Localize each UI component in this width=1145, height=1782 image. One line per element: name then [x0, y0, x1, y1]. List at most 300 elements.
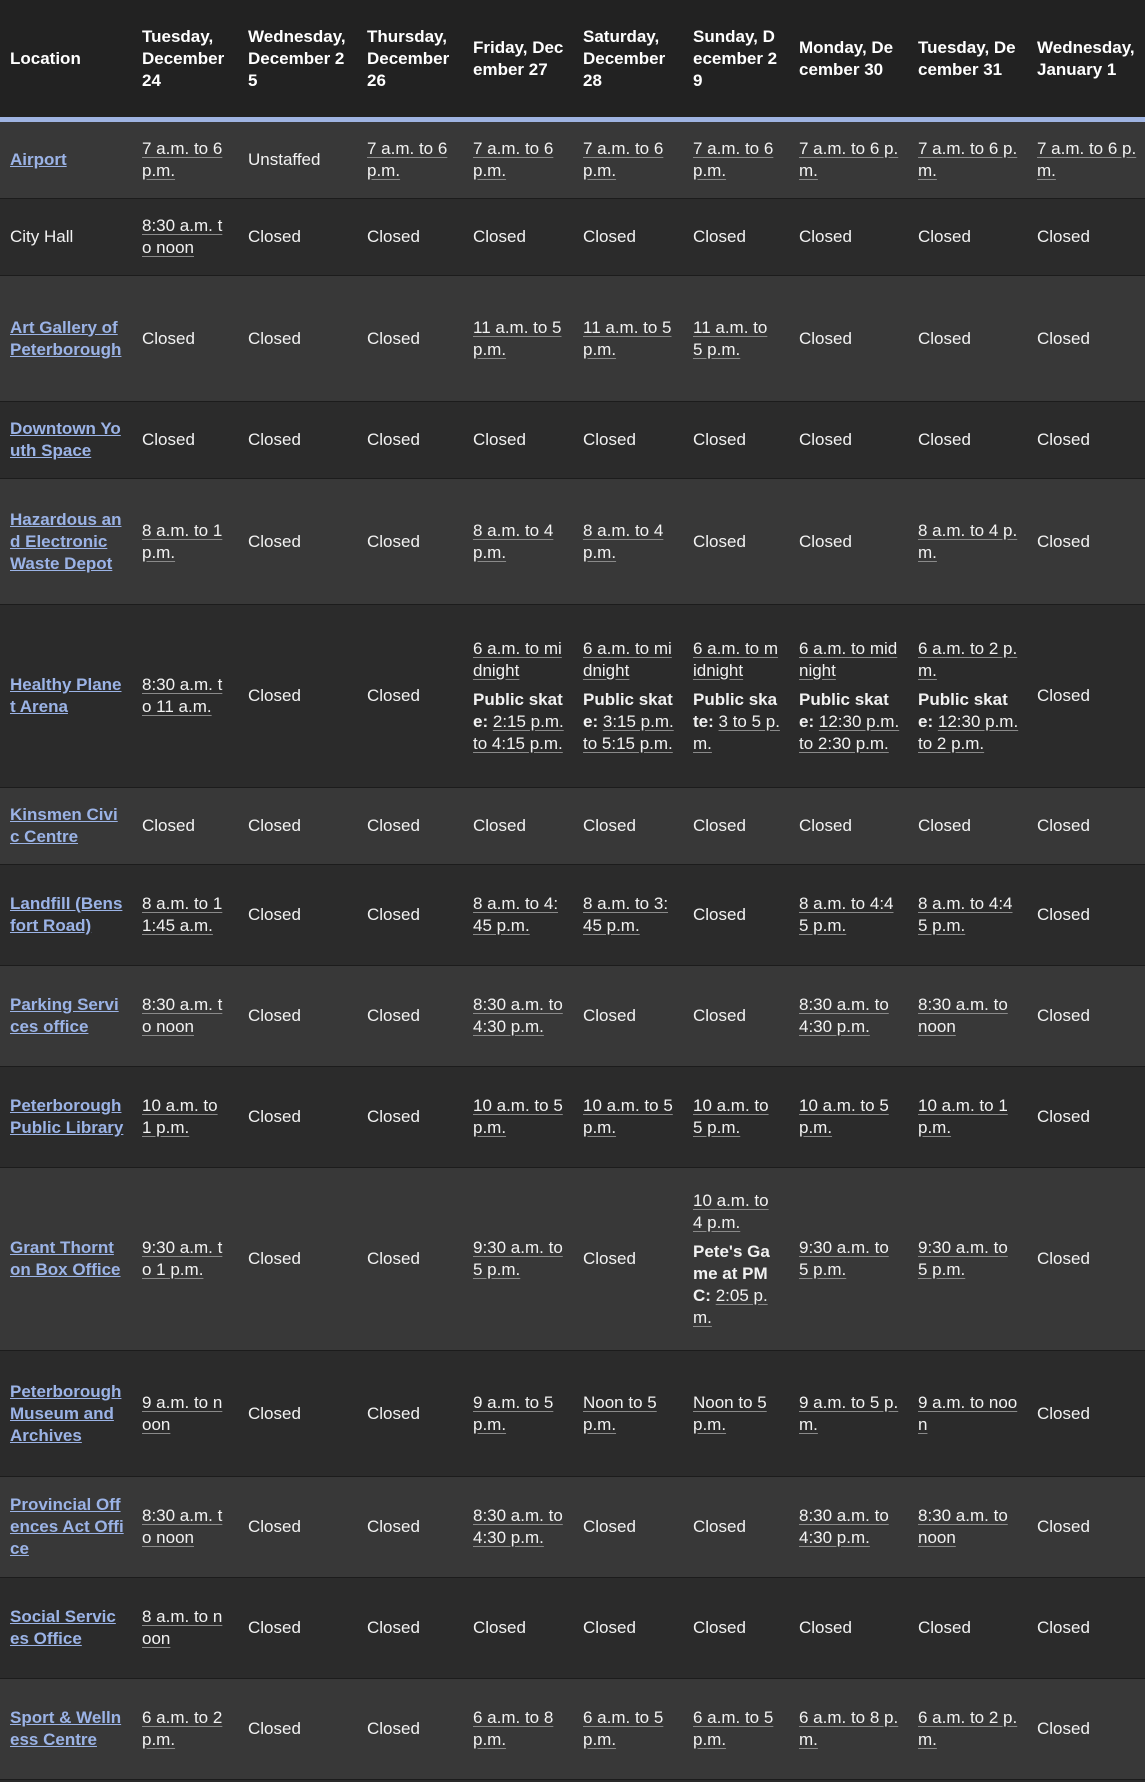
event-label: Public skate: — [473, 689, 563, 731]
hours-text: 7 a.m. to 6 p.m. — [583, 139, 664, 180]
hours-cell — [132, 1351, 238, 1477]
table-row — [0, 966, 1145, 1067]
hours-text: Unstaffed — [248, 150, 321, 169]
event-note — [799, 689, 900, 755]
hours-cell — [357, 276, 463, 402]
hours-cell — [789, 479, 908, 605]
hours-cell — [908, 1679, 1027, 1780]
column-header-date: Tuesday, December 31 — [908, 0, 1027, 120]
hours-text: Closed — [1037, 1249, 1090, 1268]
hours-text: Closed — [693, 1618, 746, 1637]
hours-text: 7 a.m. to 6 p.m. — [799, 139, 899, 180]
hours-cell — [463, 1351, 573, 1477]
hours-text: 8:30 a.m. to noon — [918, 995, 1008, 1036]
hours-cell — [357, 1679, 463, 1780]
hours-text: Closed — [248, 430, 301, 449]
hours-text: Closed — [693, 905, 746, 924]
hours-text: Closed — [1037, 430, 1090, 449]
hours-cell — [1027, 966, 1145, 1067]
hours-text: 8 a.m. to 3:45 p.m. — [583, 894, 669, 935]
hours-text: Closed — [583, 227, 636, 246]
hours-text: 7 a.m. to 6 p.m. — [473, 139, 554, 180]
hours-cell — [132, 120, 238, 199]
hours-cell — [357, 402, 463, 479]
column-header-date: Monday, December 30 — [789, 0, 908, 120]
event-note — [693, 1241, 781, 1329]
hours-cell — [238, 788, 357, 865]
hours-cell — [573, 1578, 683, 1679]
hours-text: 10 a.m. to 5 p.m. — [693, 1096, 769, 1137]
location-cell — [0, 120, 132, 199]
event-time: 2:05 p.m. — [693, 1285, 768, 1327]
hours-cell — [132, 402, 238, 479]
hours-cell — [908, 1578, 1027, 1679]
location-link[interactable]: Airport — [10, 150, 67, 169]
hours-cell — [573, 1477, 683, 1578]
table-row — [0, 605, 1145, 788]
table-row — [0, 1477, 1145, 1578]
hours-text: 6 a.m. to midnight — [799, 638, 898, 680]
column-header-location: Location — [0, 0, 132, 120]
hours-text: Noon to 5 p.m. — [693, 1392, 767, 1434]
hours-cell — [573, 479, 683, 605]
hours-text: 9:30 a.m. to 5 p.m. — [473, 1238, 563, 1279]
hours-text: Closed — [1037, 1403, 1090, 1423]
hours-text: 8:30 a.m. to 11 a.m. — [142, 675, 223, 716]
hours-text: 9 a.m. to noon — [918, 1392, 1018, 1434]
hours-text: Closed — [248, 1517, 301, 1536]
hours-cell — [789, 1578, 908, 1679]
location-cell — [0, 1351, 132, 1477]
location-link[interactable]: Art Gallery of Peterborough — [10, 317, 122, 359]
hours-text: Closed — [799, 430, 852, 449]
hours-text: 6 a.m. to 5 p.m. — [583, 1708, 664, 1749]
hours-cell — [683, 479, 789, 605]
column-header-date: Sunday, December 29 — [683, 0, 789, 120]
location-cell — [0, 788, 132, 865]
location-cell — [0, 1168, 132, 1351]
hours-text: 8 a.m. to 4 p.m. — [473, 520, 554, 562]
hours-cell — [683, 1351, 789, 1477]
hours-cell — [238, 120, 357, 199]
location-cell — [0, 402, 132, 479]
hours-cell — [789, 402, 908, 479]
hours-cell — [908, 479, 1027, 605]
hours-cell — [357, 1067, 463, 1168]
hours-text: Closed — [367, 686, 420, 705]
hours-cell — [683, 788, 789, 865]
location-link[interactable]: Parking Services office — [10, 995, 119, 1036]
hours-text: 11 a.m. to 5 p.m. — [473, 317, 562, 359]
hours-cell — [573, 1679, 683, 1780]
hours-cell — [573, 276, 683, 402]
hours-text: Closed — [693, 430, 746, 449]
location-name: City Hall — [10, 227, 74, 246]
hours-text: Closed — [367, 905, 420, 924]
hours-cell — [1027, 605, 1145, 788]
hours-cell — [908, 199, 1027, 276]
hours-cell — [789, 276, 908, 402]
hours-text: Closed — [1037, 816, 1090, 835]
hours-text: Closed — [473, 816, 526, 835]
hours-text: Closed — [142, 328, 195, 348]
hours-cell — [908, 1168, 1027, 1351]
table-row — [0, 479, 1145, 605]
hours-cell — [683, 1168, 789, 1351]
column-header-date: Tuesday, December 24 — [132, 0, 238, 120]
hours-text: Closed — [367, 531, 420, 551]
location-link[interactable]: Downtown Youth Space — [10, 419, 121, 460]
hours-text: Closed — [1037, 1618, 1090, 1637]
hours-text: Closed — [583, 1006, 636, 1025]
location-link[interactable]: Social Services Office — [10, 1607, 116, 1648]
hours-text: 9:30 a.m. to 1 p.m. — [142, 1238, 223, 1279]
location-cell — [0, 479, 132, 605]
hours-text: 8 a.m. to 4 p.m. — [918, 520, 1018, 562]
hours-cell — [573, 1168, 683, 1351]
event-time: 12:30 p.m. to 2:30 p.m. — [799, 711, 900, 753]
hours-text: 11 a.m. to 5 p.m. — [693, 317, 768, 359]
hours-cell — [132, 276, 238, 402]
location-link[interactable]: Peterborough Public Library — [10, 1096, 124, 1137]
event-label: Pete's Game at PMC: — [693, 1241, 770, 1305]
location-cell — [0, 199, 132, 276]
hours-text: Noon to 5 p.m. — [583, 1392, 657, 1434]
hours-cell — [1027, 1168, 1145, 1351]
hours-cell — [573, 402, 683, 479]
hours-text: Closed — [1037, 328, 1090, 348]
hours-cell — [463, 1067, 573, 1168]
hours-text: 8 a.m. to 4:45 p.m. — [918, 894, 1013, 935]
hours-text: 6 a.m. to 8 p.m. — [473, 1708, 554, 1749]
hours-text: Closed — [799, 328, 852, 348]
hours-cell — [1027, 788, 1145, 865]
table-row — [0, 199, 1145, 276]
hours-cell — [132, 1168, 238, 1351]
event-note — [473, 689, 565, 755]
hours-text: 8 a.m. to noon — [142, 1607, 223, 1648]
hours-cell — [357, 479, 463, 605]
hours-text: 6 a.m. to midnight — [693, 638, 779, 680]
hours-cell — [357, 120, 463, 199]
hours-text: 10 a.m. to 5 p.m. — [583, 1096, 673, 1137]
table-row — [0, 1578, 1145, 1679]
hours-cell — [463, 199, 573, 276]
hours-cell — [789, 605, 908, 788]
hours-cell — [908, 865, 1027, 966]
hours-text: Closed — [248, 1618, 301, 1637]
hours-text: 8:30 a.m. to noon — [142, 995, 223, 1036]
hours-text: Closed — [367, 328, 420, 348]
location-link[interactable]: Peterborough Museum and Archives — [10, 1381, 122, 1445]
hours-text: Closed — [1037, 1006, 1090, 1025]
hours-text: 6 a.m. to 2 p.m. — [918, 638, 1018, 680]
hours-cell — [238, 402, 357, 479]
hours-text: Closed — [367, 1618, 420, 1637]
hours-cell — [683, 1578, 789, 1679]
hours-text: 8 a.m. to 1 p.m. — [142, 520, 223, 562]
hours-cell — [683, 865, 789, 966]
hours-text: 8:30 a.m. to noon — [142, 1506, 223, 1547]
hours-text: 8 a.m. to 4:45 p.m. — [473, 894, 559, 935]
hours-text: Closed — [1037, 1517, 1090, 1536]
header-row — [0, 0, 1145, 120]
hours-text: 9 a.m. to noon — [142, 1392, 223, 1434]
location-link[interactable]: Landfill (Bensfort Road) — [10, 894, 123, 935]
hours-cell — [573, 605, 683, 788]
hours-text: Closed — [367, 1107, 420, 1126]
hours-text: Closed — [248, 816, 301, 835]
location-link[interactable]: Kinsmen Civic Centre — [10, 805, 118, 846]
hours-cell — [463, 865, 573, 966]
hours-cell — [1027, 479, 1145, 605]
hours-text: 6 a.m. to 5 p.m. — [693, 1708, 774, 1749]
hours-text: Closed — [1037, 227, 1090, 246]
hours-text: 8:30 a.m. to 4:30 p.m. — [473, 1506, 563, 1547]
hours-text: Closed — [142, 430, 195, 449]
hours-cell — [573, 199, 683, 276]
hours-cell — [357, 788, 463, 865]
hours-cell — [789, 120, 908, 199]
hours-cell — [789, 788, 908, 865]
hours-text: Closed — [918, 816, 971, 835]
hours-cell — [132, 605, 238, 788]
hours-text: Closed — [1037, 1719, 1090, 1738]
hours-cell — [683, 120, 789, 199]
hours-text: Closed — [248, 1719, 301, 1738]
hours-cell — [908, 402, 1027, 479]
hours-cell — [132, 1067, 238, 1168]
hours-cell — [908, 1067, 1027, 1168]
hours-text: Closed — [799, 816, 852, 835]
hours-text: 6 a.m. to 2 p.m. — [918, 1708, 1018, 1749]
hours-cell — [238, 1477, 357, 1578]
hours-cell — [132, 1477, 238, 1578]
table-row — [0, 865, 1145, 966]
hours-cell — [357, 605, 463, 788]
hours-text: Closed — [473, 430, 526, 449]
event-label: Public skate: — [918, 689, 1008, 731]
hours-text: 9:30 a.m. to 5 p.m. — [918, 1238, 1008, 1279]
hours-cell — [683, 1067, 789, 1168]
hours-cell — [463, 1168, 573, 1351]
hours-cell — [463, 479, 573, 605]
hours-cell — [463, 276, 573, 402]
hours-cell — [357, 865, 463, 966]
hours-cell — [463, 402, 573, 479]
hours-cell — [1027, 865, 1145, 966]
hours-cell — [463, 966, 573, 1067]
hours-text: Closed — [142, 816, 195, 835]
hours-cell — [908, 966, 1027, 1067]
hours-cell — [683, 199, 789, 276]
hours-text: Closed — [248, 328, 301, 348]
hours-cell — [683, 1477, 789, 1578]
hours-text: Closed — [918, 430, 971, 449]
hours-text: Closed — [693, 1006, 746, 1025]
hours-cell — [132, 199, 238, 276]
hours-cell — [132, 1679, 238, 1780]
hours-cell — [357, 199, 463, 276]
hours-cell — [1027, 402, 1145, 479]
hours-text: Closed — [799, 227, 852, 246]
location-cell — [0, 966, 132, 1067]
hours-text: Closed — [693, 531, 746, 551]
location-link[interactable]: Hazardous and Electronic Waste Depot — [10, 509, 122, 573]
hours-cell — [573, 1351, 683, 1477]
hours-cell — [132, 966, 238, 1067]
hours-text: 7 a.m. to 6 p.m. — [693, 139, 774, 180]
hours-text: Closed — [367, 816, 420, 835]
event-time: 2:15 p.m. to 4:15 p.m. — [473, 711, 564, 753]
event-label: Public skate: — [583, 689, 673, 731]
hours-cell — [789, 865, 908, 966]
hours-text: Closed — [583, 1618, 636, 1637]
event-note — [918, 689, 1019, 755]
table-row — [0, 120, 1145, 199]
hours-text: 8:30 a.m. to 4:30 p.m. — [799, 1506, 889, 1547]
hours-cell — [132, 1578, 238, 1679]
column-header-date: Saturday, December 28 — [573, 0, 683, 120]
hours-text: Closed — [918, 227, 971, 246]
table-row — [0, 788, 1145, 865]
event-label: Public skate: — [799, 689, 889, 731]
column-header-date: Friday, December 27 — [463, 0, 573, 120]
hours-text: Closed — [367, 1719, 420, 1738]
hours-cell — [1027, 120, 1145, 199]
hours-text: Closed — [799, 531, 852, 551]
hours-cell — [573, 120, 683, 199]
hours-cell — [683, 605, 789, 788]
hours-cell — [463, 788, 573, 865]
hours-cell — [789, 1679, 908, 1780]
hours-text: Closed — [918, 328, 971, 348]
table-row — [0, 1168, 1145, 1351]
hours-cell — [238, 1679, 357, 1780]
hours-cell — [238, 1168, 357, 1351]
hours-cell — [789, 1477, 908, 1578]
table-row — [0, 402, 1145, 479]
hours-text: 8:30 a.m. to noon — [918, 1506, 1008, 1547]
hours-text: 8:30 a.m. to 4:30 p.m. — [799, 995, 889, 1036]
hours-text: 7 a.m. to 6 p.m. — [1037, 139, 1137, 180]
hours-cell — [573, 1067, 683, 1168]
hours-text: 10 a.m. to 5 p.m. — [473, 1096, 563, 1137]
location-cell — [0, 1067, 132, 1168]
hours-cell — [132, 479, 238, 605]
hours-cell — [683, 276, 789, 402]
hours-cell — [1027, 1578, 1145, 1679]
hours-cell — [1027, 199, 1145, 276]
hours-cell — [789, 1351, 908, 1477]
table-row — [0, 1351, 1145, 1477]
hours-text: Closed — [583, 1249, 636, 1268]
hours-cell — [238, 1351, 357, 1477]
hours-cell — [238, 199, 357, 276]
hours-cell — [463, 120, 573, 199]
hours-text: Closed — [248, 686, 301, 705]
hours-text: Closed — [367, 1517, 420, 1536]
hours-cell — [238, 479, 357, 605]
location-link[interactable]: Grant Thornton Box Office — [10, 1238, 121, 1279]
hours-cell — [1027, 1351, 1145, 1477]
hours-text: 9 a.m. to 5 p.m. — [799, 1392, 899, 1434]
hours-cell — [357, 1351, 463, 1477]
event-note — [693, 689, 781, 755]
location-cell — [0, 865, 132, 966]
hours-text: 7 a.m. to 6 p.m. — [142, 139, 223, 180]
hours-cell — [1027, 1679, 1145, 1780]
hours-cell — [908, 120, 1027, 199]
column-header-date: Wednesday, December 25 — [238, 0, 357, 120]
table-row — [0, 276, 1145, 402]
hours-cell — [908, 276, 1027, 402]
hours-text: Closed — [693, 816, 746, 835]
hours-text: Closed — [248, 1403, 301, 1423]
hours-text: Closed — [367, 1006, 420, 1025]
hours-cell — [357, 966, 463, 1067]
hours-text: Closed — [367, 227, 420, 246]
table-row — [0, 1067, 1145, 1168]
hours-text: Closed — [248, 1107, 301, 1126]
event-note — [583, 689, 675, 755]
hours-text: 8:30 a.m. to 4:30 p.m. — [473, 995, 563, 1036]
location-cell — [0, 1679, 132, 1780]
location-link[interactable]: Healthy Planet Arena — [10, 675, 122, 716]
hours-text: 6 a.m. to midnight — [583, 638, 672, 680]
hours-cell — [1027, 276, 1145, 402]
hours-text: Closed — [248, 1249, 301, 1268]
hours-text: Closed — [693, 227, 746, 246]
hours-text: Closed — [248, 1006, 301, 1025]
hours-text: 10 a.m. to 1 p.m. — [918, 1096, 1008, 1137]
hours-text: Closed — [693, 1517, 746, 1536]
hours-text: 9 a.m. to 5 p.m. — [473, 1392, 554, 1434]
hours-text: Closed — [799, 1618, 852, 1637]
hours-text: Closed — [248, 531, 301, 551]
location-cell — [0, 1477, 132, 1578]
hours-cell — [789, 966, 908, 1067]
location-link[interactable]: Sport & Wellness Centre — [10, 1708, 122, 1749]
column-header-date: Thursday, December 26 — [357, 0, 463, 120]
hours-text: Closed — [583, 1517, 636, 1536]
hours-text: 8 a.m. to 4 p.m. — [583, 520, 664, 562]
location-cell — [0, 605, 132, 788]
hours-cell — [132, 788, 238, 865]
hours-cell — [357, 1578, 463, 1679]
hours-cell — [789, 1067, 908, 1168]
hours-text: 6 a.m. to 2 p.m. — [142, 1708, 223, 1749]
hours-cell — [573, 865, 683, 966]
hours-text: Closed — [473, 227, 526, 246]
event-time: 12:30 p.m. to 2 p.m. — [918, 711, 1019, 753]
hours-cell — [789, 199, 908, 276]
table-row — [0, 1679, 1145, 1780]
hours-text: 11 a.m. to 5 p.m. — [583, 317, 672, 359]
table-header — [0, 0, 1145, 120]
hours-cell — [357, 1477, 463, 1578]
location-link[interactable]: Provincial Offences Act Office — [10, 1495, 124, 1558]
hours-cell — [238, 1067, 357, 1168]
hours-text: Closed — [367, 1249, 420, 1268]
hours-cell — [238, 276, 357, 402]
hours-text: Closed — [248, 227, 301, 246]
hours-cell — [1027, 1067, 1145, 1168]
location-cell — [0, 276, 132, 402]
hours-cell — [789, 1168, 908, 1351]
hours-text: 6 a.m. to midnight — [473, 638, 562, 680]
hours-text: 8 a.m. to 4:45 p.m. — [799, 894, 894, 935]
